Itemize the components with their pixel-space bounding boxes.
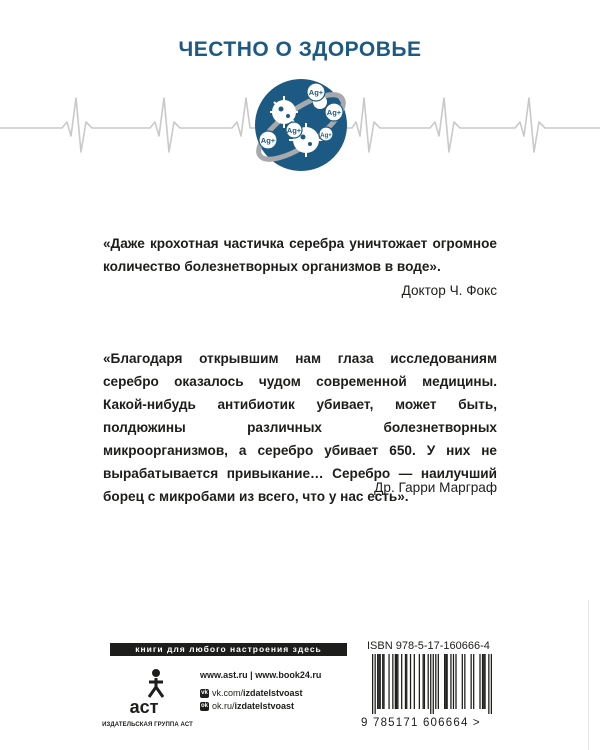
logo-caption: ИЗДАТЕЛЬСКАЯ ГРУППА АСТ: [102, 722, 193, 728]
barcode-bar: [483, 654, 484, 709]
ion-label: Ag+: [326, 108, 342, 117]
barcode-bar: [383, 654, 384, 709]
social-link-ok[interactable]: [200, 701, 294, 711]
social-prefix: ok.ru/: [212, 701, 235, 711]
isbn-label: ISBN 978-5-17-160666-4: [367, 640, 490, 652]
barcode-bar: [419, 654, 420, 709]
social-link-vk[interactable]: [200, 688, 303, 698]
barcode-bar: [395, 654, 396, 709]
logo-text: аст: [129, 697, 159, 717]
fold-line: [588, 600, 589, 750]
barcode-bar: [453, 654, 454, 709]
barcode-bar: [455, 654, 456, 709]
quote-author: Др. Гарри Марграф: [374, 480, 497, 495]
quote-text: «Даже крохотная частичка серебра уничтожает огромное количество болезнетворных организмов в воде».: [103, 236, 497, 274]
barcode-bar: [430, 654, 431, 714]
barcode-bar: [462, 654, 463, 709]
barcode-bar: [445, 654, 446, 709]
barcode-bar: [372, 654, 373, 714]
ast-logo: [120, 665, 170, 720]
silver-ion-virus-icon: [248, 72, 354, 178]
series-title: ЧЕСТНО О ЗДОРОВЬЕ: [178, 38, 422, 61]
barcode-bar: [382, 654, 383, 709]
barcode-bar: [392, 654, 393, 709]
barcode-bar: [405, 654, 406, 709]
barcode-bar: [380, 654, 381, 709]
barcode-bar: [484, 654, 485, 709]
barcode-bar: [424, 654, 425, 709]
barcode-bar: [406, 654, 407, 709]
barcode-bar: [397, 654, 398, 709]
barcode-digits: 9 785171 606664 >: [361, 717, 481, 729]
barcode-bar: [444, 654, 445, 709]
barcode-bar: [488, 654, 489, 714]
publisher-websites[interactable]: www.ast.ru | www.book24.ru: [200, 670, 322, 680]
publisher-tagline: книги для любого настроения здесь: [110, 643, 347, 656]
barcode-bar: [438, 654, 439, 709]
barcode-bar: [396, 654, 397, 709]
barcode-bar: [450, 654, 451, 709]
social-prefix: vk.com/: [212, 688, 244, 698]
barcode-bar: [491, 654, 492, 714]
barcode-bar: [428, 654, 429, 709]
barcode-bar: [401, 654, 402, 709]
ion-label: Ag+: [260, 136, 276, 145]
barcode-bar: [423, 654, 424, 709]
barcode-bar: [378, 654, 379, 709]
barcode-bar: [482, 654, 483, 709]
social-handle: izdatelstvoast: [234, 701, 295, 711]
barcode-bar: [447, 654, 448, 709]
quote-author: Доктор Ч. Фокс: [401, 283, 497, 298]
barcode-bar: [388, 654, 389, 709]
isbn-barcode: [372, 654, 492, 714]
ion-label: Ag+: [286, 126, 302, 135]
barcode-bar: [410, 654, 411, 709]
barcode-bar: [464, 654, 465, 709]
barcode-bar: [375, 654, 376, 714]
barcode-bar: [471, 654, 472, 709]
barcode-bar: [473, 654, 474, 709]
ok-icon: ok: [200, 703, 208, 710]
vk-icon: vk: [201, 690, 208, 697]
barcode-bar: [479, 654, 480, 709]
barcode-bar: [435, 654, 436, 709]
ion-label: Ag+: [308, 88, 324, 97]
social-handle: izdatelstvoast: [243, 688, 303, 698]
quote-text: «Благодаря открывшим нам глаза исследованиям серебро оказалось чудом современной медицины. Какой-нибудь антибиотик убивает, может быть, полдюжины различных болезнетворных микроорганизмов, а серебро убивает 650. У них не вырабатывается привыкание… Серебро — наилучший борец с микробами из всего, что у нас есть».: [103, 351, 497, 504]
barcode-bar: [433, 654, 434, 714]
barcode-bar: [414, 654, 415, 709]
barcode-bar: [377, 654, 378, 709]
ion-label: Ag+: [320, 133, 332, 139]
